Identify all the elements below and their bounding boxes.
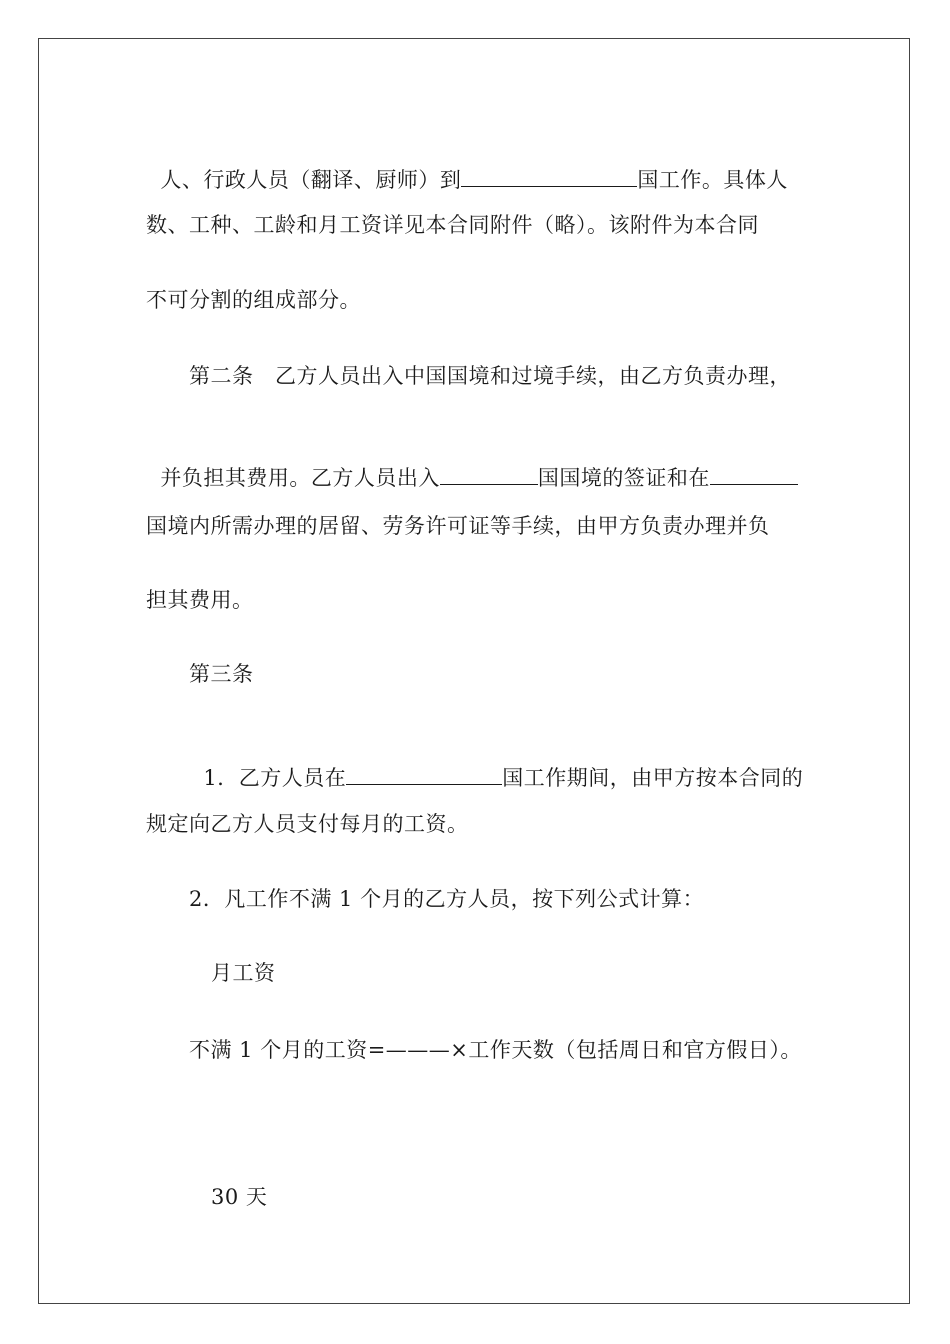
text-line-1 — [146, 138, 788, 194]
text-segment: 1．乙方人员在 — [203, 766, 347, 790]
formula-numerator: 月工资 — [211, 961, 276, 985]
text-line-3: 不可分割的组成部分。 — [146, 288, 361, 312]
text-segment: 国工作期间，由甲方按本合同的 — [502, 766, 804, 790]
text-segment: 国工作。具体人 — [637, 168, 788, 192]
formula-line: 不满 1 个月的工资=———×工作天数（包括周日和官方假日）。 — [189, 1038, 802, 1062]
fill-in-blank — [346, 764, 502, 785]
fill-in-blank — [440, 464, 538, 485]
text-line-6: 国境内所需办理的居留、劳务许可证等手续，由甲方负责办理并负 — [146, 514, 770, 538]
text-line-10: 规定向乙方人员支付每月的工资。 — [146, 812, 469, 836]
text-line-7: 担其费用。 — [146, 588, 254, 612]
article-3-heading: 第三条 — [189, 662, 254, 686]
clause-2-line: 2．凡工作不满 1 个月的乙方人员，按下列公式计算： — [189, 887, 705, 911]
text-line-2: 数、工种、工龄和月工资详见本合同附件（略）。该附件为本合同 — [146, 213, 759, 237]
text-segment: 国国境的签证和在 — [537, 466, 710, 490]
article-2-heading-line: 第二条 乙方人员出入中国国境和过境手续，由乙方负责办理， — [189, 364, 791, 388]
clause-1-line — [189, 736, 803, 792]
fill-in-blank — [461, 166, 637, 187]
formula-denominator: 30 天 — [211, 1185, 268, 1209]
text-segment: 并负担其费用。乙方人员出入 — [160, 466, 440, 490]
text-segment: 人、行政人员（翻译、厨师）到 — [160, 168, 462, 192]
fill-in-blank — [710, 464, 798, 485]
text-line-5 — [146, 436, 798, 492]
